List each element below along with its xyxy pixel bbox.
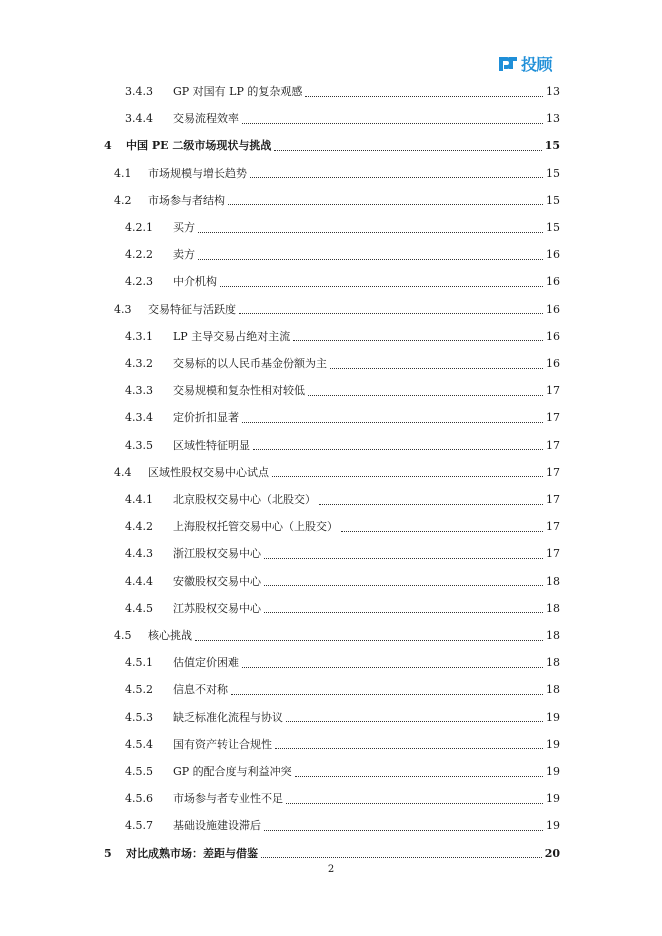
- toc-leader-dots: [264, 612, 543, 613]
- toc-leader-dots: [228, 204, 543, 205]
- toc-entry-number: 5: [104, 846, 112, 860]
- toc-entry-title: 信息不对称: [173, 683, 228, 697]
- toc-entry-number: 4.5.3: [125, 710, 153, 724]
- toc-entry-number: 4.5: [114, 629, 132, 642]
- toc-entry-number: 4.3: [114, 302, 132, 316]
- toc-leader-dots: [330, 368, 543, 369]
- toc-entry-page: 17: [546, 520, 560, 534]
- toc-entry-page: 19: [546, 765, 560, 778]
- toc-leader-dots: [286, 721, 543, 722]
- toc-entry-number: 3.4.4: [125, 112, 153, 126]
- toc-entry-page: 17: [546, 438, 560, 452]
- toc-entry[interactable]: [0, 247, 662, 263]
- toc-leader-dots: [264, 585, 543, 586]
- toc-entry-number: 4.2.2: [125, 248, 153, 262]
- toc-entry-page: 15: [544, 139, 560, 153]
- toc-entry[interactable]: [0, 438, 662, 454]
- toc-entry[interactable]: [0, 791, 662, 807]
- toc-entry[interactable]: [0, 710, 662, 726]
- toc-entry-page: 15: [546, 166, 560, 180]
- page-number: 2: [327, 864, 335, 875]
- toc-entry-title: 市场参与者专业性不足: [173, 792, 283, 806]
- toc-entry-page: 20: [544, 846, 560, 860]
- toc-entry-page: 16: [546, 275, 560, 289]
- toc-entry-title: 缺乏标准化流程与协议: [173, 710, 283, 724]
- toc-entry-page: 19: [546, 792, 560, 806]
- toc-entry-title: 北京股权交易中心（北股交）: [173, 493, 316, 506]
- toc-entry[interactable]: [0, 84, 662, 100]
- toc-entry[interactable]: [0, 166, 662, 182]
- toc-entry-title: 安徽股权交易中心: [173, 574, 261, 588]
- toc-leader-dots: [305, 96, 543, 97]
- toc-entry-number: 4.3.3: [125, 384, 153, 398]
- toc-entry-title: 基础设施建设滞后: [173, 819, 261, 833]
- toc-entry-page: 17: [546, 411, 560, 425]
- toc-entry[interactable]: [0, 682, 662, 698]
- toc-entry-number: 4.2.3: [125, 275, 153, 289]
- toc-entry-page: 16: [546, 329, 560, 343]
- toc-entry-number: 4.5.6: [125, 792, 153, 806]
- toc-entry-number: 4.4.1: [125, 493, 153, 506]
- toc-leader-dots: [293, 340, 543, 341]
- toc-entry-page: 18: [546, 656, 560, 670]
- toc-entry[interactable]: [0, 492, 662, 508]
- brand-name: 投顾: [521, 54, 553, 74]
- toc-entry[interactable]: [0, 574, 662, 590]
- toc-entry-number: 3.4.3: [125, 85, 153, 98]
- toc-entry-number: 4.5.1: [125, 656, 153, 670]
- toc-entry-page: 17: [546, 547, 560, 561]
- toc-entry-title: 区域性特征明显: [173, 438, 250, 452]
- toc-entry-number: 4.5.7: [125, 819, 153, 833]
- toc-entry-number: 4.4.4: [125, 574, 153, 588]
- toc-entry-title: 上海股权托管交易中心（上股交）: [173, 520, 338, 534]
- toc-leader-dots: [261, 857, 542, 858]
- toc-entry-number: 4.5.2: [125, 683, 153, 697]
- toc-leader-dots: [195, 640, 543, 641]
- toc-entry-page: 17: [546, 465, 560, 479]
- toc-leader-dots: [295, 776, 543, 777]
- toc-entry-page: 18: [546, 574, 560, 588]
- toc-entry-number: 4.3.5: [125, 438, 153, 452]
- toc-entry-title: 区域性股权交易中心试点: [148, 465, 269, 479]
- toc-entry-title: 交易特征与活跃度: [148, 302, 236, 316]
- toc-entry-page: 13: [546, 85, 560, 98]
- toc-entry-title: 定价折扣显著: [173, 411, 239, 425]
- toc-leader-dots: [253, 449, 543, 450]
- toc-entry-page: 19: [546, 737, 560, 751]
- toc-entry-title: 浙江股权交易中心: [173, 547, 261, 561]
- toc-leader-dots: [198, 259, 543, 260]
- toc-entry[interactable]: [0, 601, 662, 617]
- toc-leader-dots: [272, 476, 543, 477]
- toc-entry-number: 4.4: [114, 465, 132, 479]
- toc-entry-number: 4.3.1: [125, 329, 153, 343]
- toc-entry[interactable]: [0, 329, 662, 345]
- toc-entry-page: 16: [546, 248, 560, 262]
- toc-entry[interactable]: [0, 519, 662, 535]
- toc-entry-number: 4.4.5: [125, 601, 153, 615]
- toc-entry-page: 16: [546, 357, 560, 370]
- toc-entry-title: 交易规模和复杂性相对较低: [173, 384, 305, 398]
- toc-entry-number: 4.2.1: [125, 221, 153, 234]
- toc-entry[interactable]: [0, 465, 662, 481]
- toc-entry-page: 19: [546, 710, 560, 724]
- toc-entry-title: 中国 PE 二级市场现状与挑战: [126, 139, 272, 153]
- toc-entry-title: 卖方: [173, 248, 195, 262]
- toc-entry-title: GP 对国有 LP 的复杂观感: [173, 85, 303, 98]
- toc-entry[interactable]: [0, 138, 662, 154]
- toc-entry-title: 中介机构: [173, 275, 217, 289]
- toc-leader-dots: [220, 286, 543, 287]
- toc-entry-title: 估值定价困难: [173, 656, 239, 670]
- toc-entry-title: LP 主导交易占绝对主流: [173, 329, 291, 343]
- toc-entry-page: 13: [546, 112, 560, 126]
- toc-entry-number: 4.1: [114, 166, 132, 180]
- toc-entry-title: 交易流程效率: [173, 112, 239, 126]
- toc-entry-page: 18: [546, 601, 560, 615]
- toc-entry[interactable]: [0, 220, 662, 236]
- toc-entry[interactable]: [0, 410, 662, 426]
- toc-entry[interactable]: [0, 111, 662, 127]
- toc-entry-page: 17: [546, 493, 560, 506]
- toc-entry[interactable]: [0, 737, 662, 753]
- toc-entry[interactable]: [0, 356, 662, 372]
- toc-leader-dots: [250, 177, 543, 178]
- toc-entry-number: 4.3.4: [125, 411, 153, 425]
- toc-leader-dots: [275, 748, 543, 749]
- toc-entry[interactable]: [0, 274, 662, 290]
- toc-entry-number: 4.5.5: [125, 765, 153, 778]
- toc-entry[interactable]: [0, 383, 662, 399]
- toc-entry-title: 国有资产转让合规性: [173, 737, 272, 751]
- toc-entry[interactable]: [0, 546, 662, 562]
- toc-entry-title: 核心挑战: [148, 629, 192, 642]
- toc-entry[interactable]: [0, 655, 662, 671]
- toc-leader-dots: [242, 667, 543, 668]
- toc-leader-dots: [242, 422, 543, 423]
- toc-leader-dots: [341, 531, 543, 532]
- toc-entry-page: 15: [546, 221, 560, 234]
- toc-entry-title: 对比成熟市场：差距与借鉴: [126, 846, 258, 860]
- toc-entry-title: 市场参与者结构: [148, 193, 225, 207]
- toc-entry-number: 4.4.3: [125, 547, 153, 561]
- toc-leader-dots: [242, 123, 543, 124]
- toc-leader-dots: [198, 232, 543, 233]
- toc-leader-dots: [231, 694, 543, 695]
- toc-leader-dots: [274, 150, 541, 151]
- toc-entry-title: 交易标的以人民币基金份额为主: [173, 357, 327, 370]
- toc-entry[interactable]: [0, 764, 662, 780]
- toc-entry-number: 4.4.2: [125, 520, 153, 534]
- toc-leader-dots: [286, 803, 543, 804]
- toc-entry-number: 4.3.2: [125, 357, 153, 370]
- toc-leader-dots: [264, 558, 543, 559]
- toc-entry-title: 买方: [173, 221, 195, 234]
- toc-entry-number: 4: [104, 139, 112, 153]
- toc-entry-page: 19: [546, 819, 560, 833]
- toc-entry[interactable]: [0, 193, 662, 209]
- toc-leader-dots: [319, 504, 543, 505]
- toc-leader-dots: [239, 313, 543, 314]
- toc-leader-dots: [264, 830, 543, 831]
- toc-entry-page: 18: [546, 683, 560, 697]
- toc-entry[interactable]: [0, 628, 662, 644]
- toc-entry[interactable]: [0, 846, 662, 862]
- toc-entry-page: 18: [546, 629, 560, 642]
- toc-entry-title: 市场规模与增长趋势: [148, 166, 247, 180]
- toc-entry-title: 江苏股权交易中心: [173, 601, 261, 615]
- toc-entry[interactable]: [0, 302, 662, 318]
- toc-entry-title: GP 的配合度与利益冲突: [173, 765, 292, 778]
- toc-entry-number: 4.5.4: [125, 737, 153, 751]
- toc-entry[interactable]: [0, 818, 662, 834]
- toc-entry-page: 15: [546, 193, 560, 207]
- toc-entry-page: 17: [546, 384, 560, 398]
- toc-entry-page: 16: [546, 302, 560, 316]
- toc-entry-number: 4.2: [114, 193, 132, 207]
- toc-leader-dots: [308, 395, 543, 396]
